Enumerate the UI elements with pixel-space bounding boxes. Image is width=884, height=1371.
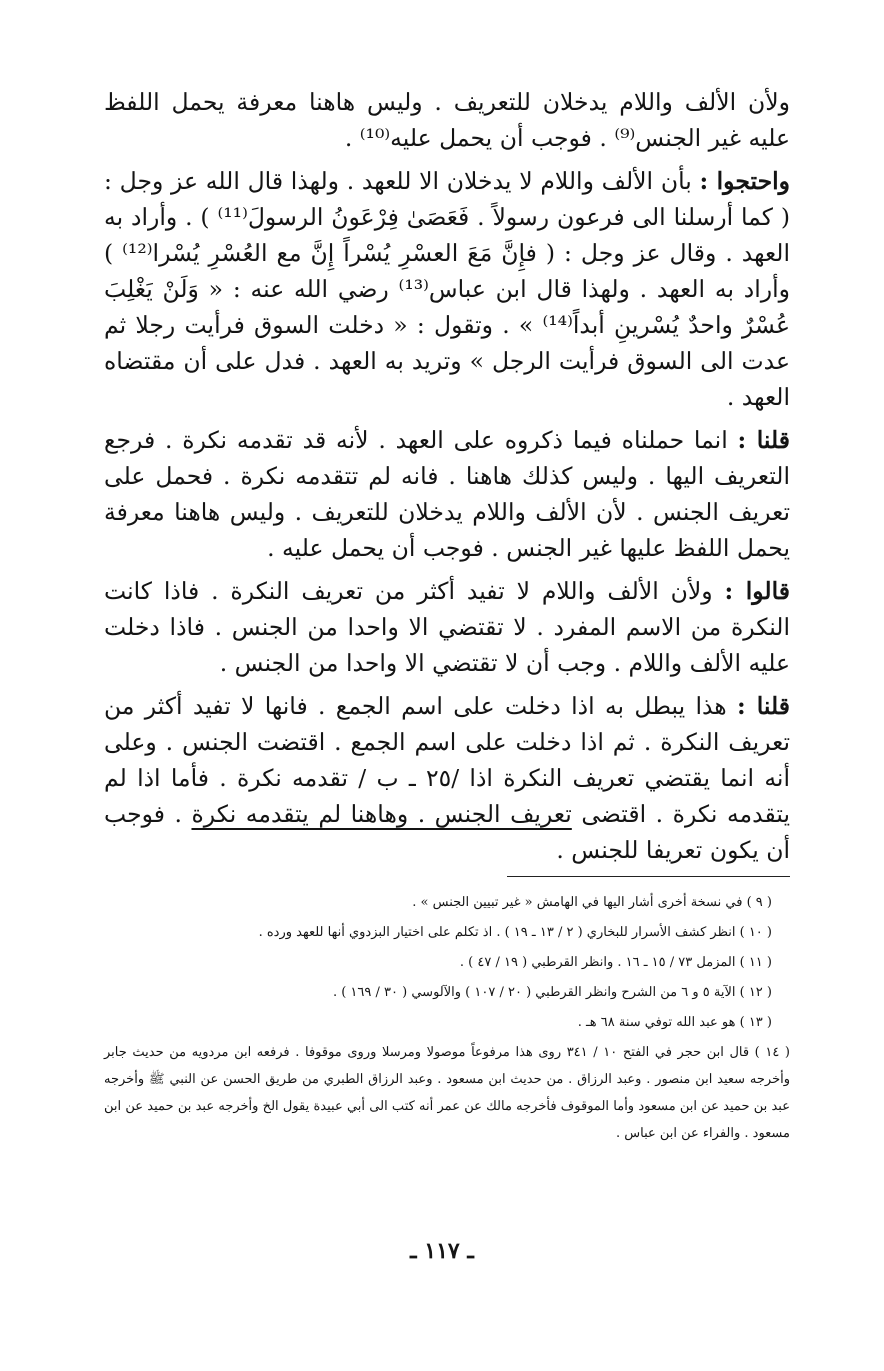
paragraph-1 — [104, 84, 790, 156]
paragraph-lead: واحتجوا : — [699, 167, 790, 195]
paragraph-lead: قلنا : — [737, 692, 790, 720]
footnote-11: ( ١١ ) المزمل ٧٣ / ١٥ ـ ١٦ . وانظر القرطبي ( ١٩ / ٤٧ ) . — [459, 955, 772, 970]
footnote-14: ( ١٤ ) قال ابن حجر في الفتح ١٠ / ٣٤١ روى هذا مرفوعاً موصولا ومرسلا وروى موقوفا . فرفعه ابن مردويه من حديث جابر وأخرجه سعيد ابن منصور . وعبد الرزاق . من حديث ابن مسعود . وعبد الرزاق الطبري من طريق الحسن عن النبي ﷺ وأخرجه عبد بن حميد عن ابن مسعود وأما الموقوف فأخرجه مالك عن عمر أنه كتب الى أبي عبيدة يقول الخ وأخرجه عبد بن حميد عن ابن مسعود . والفراء عن ابن عباس . — [104, 1045, 790, 1141]
paragraph-text: بأن الألف واللام لا يدخلان الا للعهد . ولهذا قال الله عز وجل : ( كما أرسلنا الى فرعون رسولاً . فَعَصَىٰ فِرْعَونُ الرسولَ⁽¹¹⁾ ) . وأراد به العهد . وقال عز وجل : ( فإِنَّ مَعَ العسْرِ يُسْراً إِنَّ مع العُسْرِ يُسْرا⁽¹²⁾ ) وأراد به العهد . ولهذا قال ابن عباس⁽¹³⁾ رضي الله عنه : « وَلَنْ يَغْلِبَ عُسْرٌ واحدٌ يُسْرينِ أبداً⁽¹⁴⁾ » . وتقول : « دخلت السوق فرأيت رجلا ثم عدت الى السوق فرأيت الرجل » وتريد به العهد . فدل على أن مقتضاه العهد . — [104, 167, 790, 411]
paragraph-text: هذا يبطل به اذا دخلت على اسم الجمع . فانها لا تفيد أكثر من تعريف النكرة . ثم اذا دخلت على اسم الجمع . اقتضت الجنس . وعلى أنه انما يقتضي تعريف النكرة اذا /٢٥ ـ ب / تقدمه نكرة . فأما اذا لم يتقدمه نكرة . اقتضى — [104, 692, 790, 828]
footnote-12: ( ١٢ ) الآية ٥ و ٦ من الشرح وانظر القرطبي ( ٢٠ / ١٠٧ ) والآلوسي ( ٣٠ / ١٦٩ ) . — [332, 985, 772, 1000]
paragraph-text: انما حملناه فيما ذكروه على العهد . لأنه قد تقدمه نكرة . فرجع التعريف اليها . وليس كذلك هاهنا . فانه لم تتقدمه نكرة . فحمل على تعريف الجنس . لأن الألف واللام يدخلان للتعريف . وليس هاهنا معرفة يحمل اللفظ عليها غير الجنس . فوجب أن يحمل عليه . — [104, 426, 790, 562]
footnote-10: ( ١٠ ) انظر كشف الأسرار للبخاري ( ٢ / ١٣ ـ ١٩ ) . اذ تكلم على اختيار البزدوي أنها للعهد ورده . — [258, 925, 772, 940]
paragraph-text: ولأن الألف واللام يدخلان للتعريف . وليس هاهنا معرفة يحمل اللفظ عليه غير الجنس⁽⁹⁾ . فوجب أن يحمل عليه⁽¹⁰⁾ . — [104, 88, 790, 152]
page-number: ـ ١١٧ ـ — [410, 1238, 474, 1264]
footnotes — [104, 889, 790, 1147]
footnote-separator — [507, 876, 790, 877]
paragraph-2 — [104, 163, 790, 415]
paragraph-text: ولأن الألف واللام لا تفيد أكثر من تعريف النكرة . فاذا كانت النكرة من الاسم المفرد . لا تقتضي الا واحدا من الجنس . فاذا دخلت عليه الألف واللام . وجب أن لا تقتضي الا واحدا من الجنس . — [104, 577, 790, 677]
page-body — [104, 84, 790, 1150]
footnote-9: ( ٩ ) في نسخة أخرى أشار اليها في الهامش « غير تبيين الجنس » . — [412, 895, 772, 910]
paragraph-3 — [104, 422, 790, 566]
paragraph-lead: قالوا : — [724, 577, 790, 605]
footnote-13: ( ١٣ ) هو عبد الله توفي سنة ٦٨ هـ . — [577, 1015, 772, 1030]
paragraph-5 — [104, 688, 790, 868]
paragraph-4 — [104, 573, 790, 681]
underlined-text: تعريف الجنس . وهاهنا لم يتقدمه نكرة — [191, 800, 572, 828]
paragraph-tail: . فوجب أن يكون تعريفا للجنس . — [104, 800, 790, 864]
paragraph-lead: قلنا : — [737, 426, 790, 454]
